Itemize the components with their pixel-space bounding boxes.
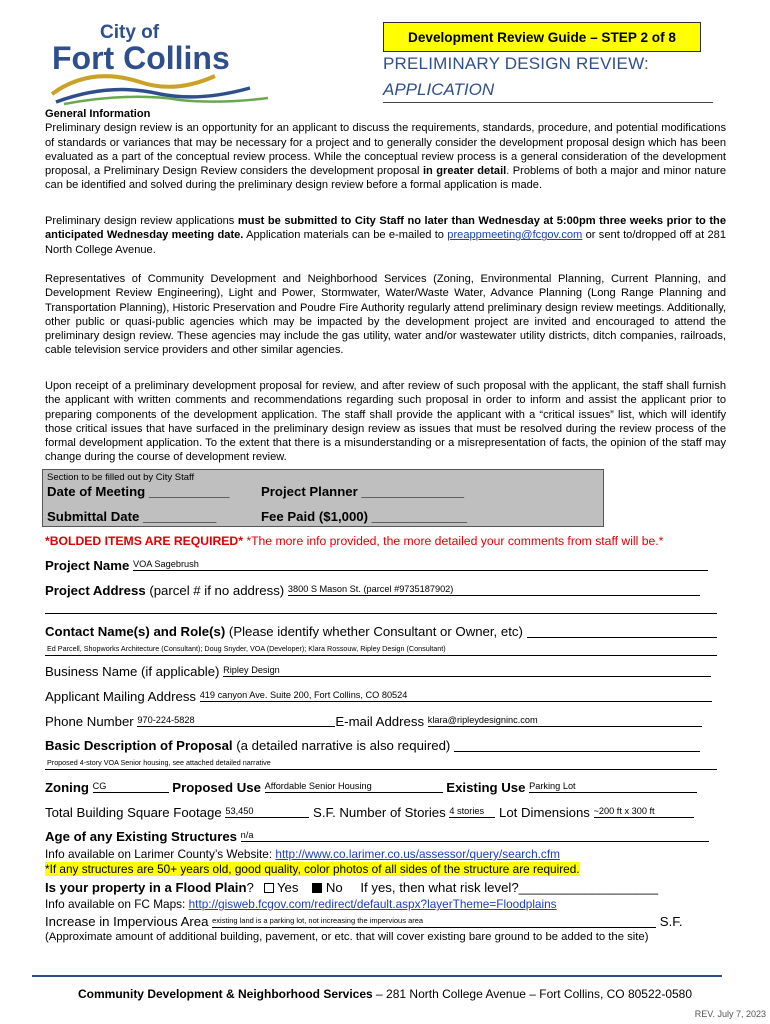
general-info-section — [45, 107, 726, 193]
p2-mid: Application materials can be e-mailed to — [243, 229, 448, 242]
footer-divider — [32, 975, 722, 977]
existing-use-input[interactable] — [529, 781, 697, 793]
fc-maps-link[interactable]: http://gisweb.fcgov.com/redirect/default.aspx?layerTheme=Floodplains — [188, 897, 557, 911]
age-info-text: Info available on Larimer County’s Website: — [45, 847, 276, 861]
project-name-value: VOA Sagebrush — [132, 559, 199, 569]
mailing-label: Applicant Mailing Address — [45, 689, 197, 704]
zoning-label: Zoning — [45, 780, 93, 795]
business-value: Ripley Design — [223, 665, 280, 675]
flood-no-label: No — [325, 880, 343, 895]
existing-use-value: Parking Lot — [529, 781, 576, 791]
age-photo-note-text: *If any structures are 50+ years old, good quality, color photos of all sides of the structure are required. — [45, 862, 580, 876]
sqft-input[interactable] — [225, 806, 309, 818]
city-logo — [50, 14, 280, 106]
staff-section-note: Section to be filled out by City Staff — [47, 472, 195, 483]
project-address-value: 3800 S Mason St. (parcel #9735187902) — [287, 584, 454, 594]
email-label: E-mail Address — [335, 714, 428, 729]
address-continuation-line[interactable] — [45, 613, 717, 614]
project-name-row — [45, 558, 721, 573]
step-banner: Development Review Guide – STEP 2 of 8 — [383, 22, 701, 52]
zoning-input[interactable] — [93, 781, 169, 793]
age-input[interactable] — [241, 830, 709, 842]
phone-email-row — [45, 714, 721, 729]
contact-value: Ed Parcell, Shopworks Architecture (Consultant); Doug Snyder, VOA (Developer); Klara Rossouw, Ripley Design (Consultant) — [47, 644, 446, 653]
lot-value: ~200 ft x 300 ft — [593, 806, 655, 816]
impervious-value: existing land is a parking lot, not increasing the impervious area — [212, 916, 424, 925]
proposed-use-value: Affordable Senior Housing — [264, 781, 372, 791]
general-info-paragraph-1 — [45, 121, 726, 192]
stories-label: S.F. Number of Stories — [309, 805, 450, 820]
project-name-input[interactable] — [133, 559, 708, 571]
description-hint: (a detailed narrative is also required) — [232, 738, 454, 753]
staff-section-box — [42, 469, 604, 527]
mailing-row — [45, 689, 721, 704]
age-photo-note — [45, 862, 580, 876]
email-input[interactable] — [428, 715, 702, 727]
flood-yes-checkbox[interactable] — [264, 883, 274, 893]
business-input[interactable] — [223, 665, 711, 677]
title-divider — [383, 102, 713, 103]
p2-end: or sent to/dropped off at 281 North College Avenue. — [45, 229, 726, 256]
description-value: Proposed 4-story VOA Senior housing, see attached detailed narrative — [47, 758, 271, 767]
required-note-bold: *BOLDED ITEMS ARE REQUIRED* — [45, 534, 243, 548]
impervious-label: Increase in Impervious Area — [45, 914, 213, 929]
impervious-row — [45, 914, 721, 929]
required-note-rest: *The more info provided, the more detailed your comments from staff will be.* — [242, 534, 664, 548]
impervious-unit: S.F. — [659, 914, 683, 929]
flood-yes-label: Yes — [276, 880, 299, 895]
flood-question-mark: ? — [246, 880, 254, 895]
larimer-county-link[interactable]: http://www.co.larimer.co.us/assessor/query/search.cfm — [275, 847, 560, 861]
contact-input[interactable] — [527, 626, 717, 638]
flood-info-text: Info available on FC Maps: — [45, 897, 189, 911]
logo-fort-collins: Fort Collins — [52, 40, 230, 76]
project-address-row — [45, 583, 721, 598]
zoning-value: CG — [92, 781, 107, 791]
flood-row — [45, 880, 721, 895]
fee-paid-field[interactable]: Fee Paid ($1,000) _____________ — [261, 509, 468, 524]
page-title: PRELIMINARY DESIGN REVIEW: — [383, 54, 649, 73]
stories-input[interactable] — [449, 806, 495, 818]
phone-label: Phone Number — [45, 714, 138, 729]
age-label: Age of any Existing Structures — [45, 829, 241, 844]
contact-label: Contact Name(s) and Role(s) — [45, 624, 226, 639]
proposed-use-input[interactable] — [265, 781, 443, 793]
general-info-paragraph-2 — [45, 214, 726, 257]
age-row — [45, 829, 721, 844]
sqft-row — [45, 805, 721, 820]
flood-info-row — [45, 897, 557, 911]
impervious-note: (Approximate amount of additional building, pavement, or etc. that will cover existing bare ground to be added to the site) — [45, 931, 649, 943]
description-label: Basic Description of Proposal — [45, 738, 233, 753]
general-info-paragraph-3: Representatives of Community Development and Neighborhood Services (Zoning, Environmental Planning, Current Planning, and Development Review Engineering), Light and Power, Stormwater, Water/Waste Water, Advance Planning (Long Range Planning and Transportation Planning), Historic Preservation and Poudre Fire Authority regularly attend preliminary design review meetings. Additionally, other public or quasi-public agencies which may be impacted by the development project are invited and encouraged to attend the preliminary design review. These agencies may include the gas utility, water and/or wastewater utility districts, ditch companies, railroads, cable television service providers and other similar agencies. — [45, 273, 726, 357]
submittal-date-field[interactable]: Submittal Date __________ — [47, 509, 217, 524]
p1-bold: in greater detail — [422, 165, 507, 178]
p1-end: . Problems of both a major and minor nature can be identified and solved during the preliminary design review before a formal application is made. — [45, 165, 726, 192]
p1-text: Preliminary design review is an opportunity for an applicant to discuss the requirements, standards, procedure, and potential modifications of standards or variances that may be necessary for a project and to generally consider the development proposal design which has been evaluated as a part of the conceptual review process. While the conceptual review process is a general consideration of the development proposal, a Preliminary Design Review considers the development proposal — [45, 122, 726, 178]
mailing-value: 419 canyon Ave. Suite 200, Fort Collins, CO 80524 — [199, 690, 408, 700]
business-label: Business Name (if applicable) — [45, 664, 224, 679]
lot-input[interactable] — [594, 806, 694, 818]
general-info-paragraph-4: Upon receipt of a preliminary development proposal for review, and after review of such proposal with the applicant, the staff shall furnish the applicant with written comments and recommendations regarding such proposal in order to inform and assist the applicant prior to preparing components of the development application. The staff shall provide the applicant with a “critical issues” list, which will identify those critical issues that have surfaced in the preliminary design review as issues that must be resolved during the review process of the formal development application. To the extent that there is a misunderstanding or a misrepresentation of facts, the opinion of the staff may change during the course of development review. — [45, 380, 726, 464]
project-address-label: Project Address — [45, 583, 146, 598]
contact-continuation-line[interactable] — [45, 655, 717, 656]
footer-address — [0, 987, 770, 1001]
business-row — [45, 664, 721, 679]
p2-text: Preliminary design review applications — [45, 215, 238, 227]
project-address-input[interactable] — [288, 584, 700, 596]
stories-value: 4 stories — [449, 806, 485, 816]
description-continuation-line[interactable] — [45, 769, 717, 770]
zoning-row — [45, 780, 721, 795]
footer-dept: Community Development & Neighborhood Services — [77, 987, 373, 1001]
date-of-meeting-field[interactable]: Date of Meeting ___________ — [47, 484, 230, 499]
logo-city-of: City of — [100, 22, 160, 43]
project-address-hint: (parcel # if no address) — [145, 583, 288, 598]
proposed-use-label: Proposed Use — [172, 780, 265, 795]
p2-bold: must be submitted to City Staff no later than Wednesday at 5:00pm three weeks prior to the anticipated Wednesday meeting date. — [45, 215, 726, 242]
page-subtitle: APPLICATION — [383, 80, 495, 99]
phone-value: 970-224-5828 — [137, 715, 195, 725]
phone-input[interactable] — [137, 715, 335, 727]
flood-no-checkbox[interactable] — [312, 883, 322, 893]
lot-label: Lot Dimensions — [495, 805, 594, 820]
impervious-input[interactable] — [212, 916, 656, 928]
revision-date: REV. July 7, 2023 — [694, 1009, 766, 1019]
description-row — [45, 738, 721, 753]
footer-address-text: – 281 North College Avenue – Fort Collins, CO 80522-0580 — [372, 987, 693, 1001]
email-link[interactable]: preappmeeting@fcgov.com — [447, 229, 583, 242]
required-note — [45, 534, 663, 548]
flood-label: Is your property in a Flood Plain — [45, 880, 247, 895]
age-info-row — [45, 847, 560, 861]
mailing-input[interactable] — [200, 690, 712, 702]
project-planner-field[interactable]: Project Planner ______________ — [261, 484, 465, 499]
sqft-label: Total Building Square Footage — [45, 805, 226, 820]
project-name-label: Project Name — [45, 558, 130, 573]
age-value: n/a — [240, 830, 254, 840]
general-info-heading: General Information — [45, 108, 151, 120]
contact-row — [45, 624, 721, 639]
existing-use-label: Existing Use — [446, 780, 530, 795]
sqft-value: 53,450 — [225, 806, 254, 816]
email-value: klara@ripleydesigninc.com — [427, 715, 538, 725]
description-input[interactable] — [454, 740, 700, 752]
contact-hint: (Please identify whether Consultant or Owner, etc) — [225, 624, 527, 639]
flood-risk-field[interactable]: If yes, then what risk level?___________________ — [360, 880, 659, 895]
